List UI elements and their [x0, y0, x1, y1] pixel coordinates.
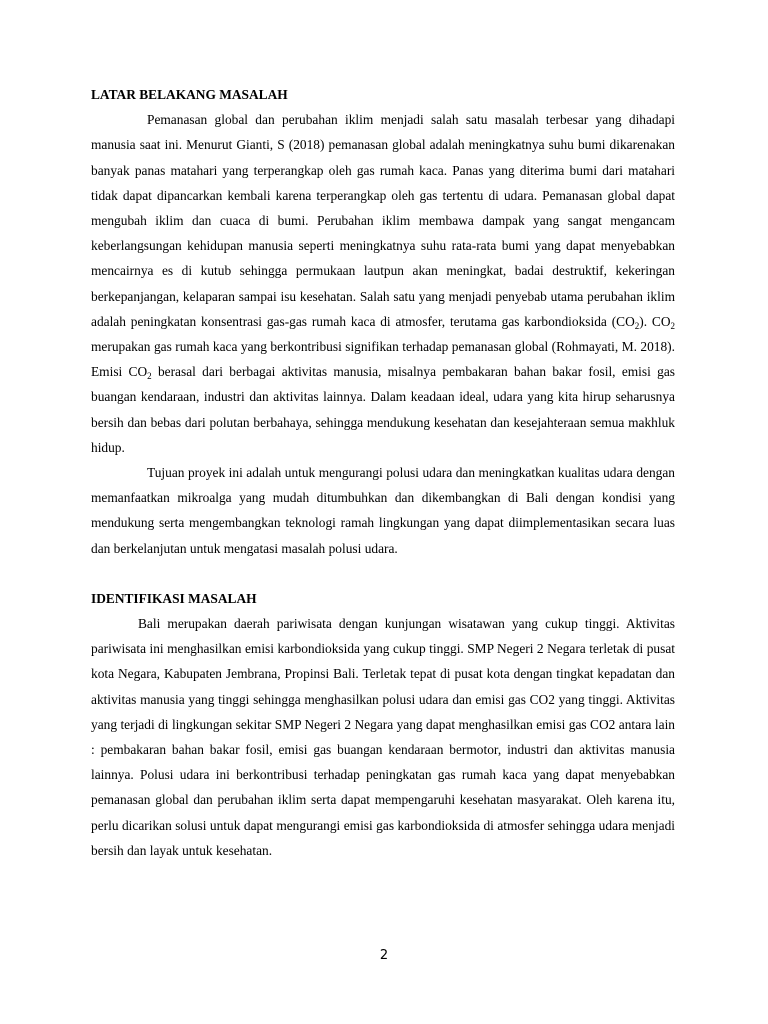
- section-heading-latar-belakang: LATAR BELAKANG MASALAH: [91, 87, 288, 102]
- paragraph-background-2: Tujuan proyek ini adalah untuk mengurangi polusi udara dan meningkatkan kualitas udara dengan memanfaatkan mikroalga yang mudah ditumbuhkan dan dikembangkan di Bali dengan kondisi yang mendukung serta mengembangkan teknologi ramah lingkungan yang dapat diimplementasikan secara luas dan berkelanjutan untuk mengatasi masalah polusi udara.: [91, 465, 675, 556]
- subscript: 2: [670, 320, 675, 331]
- paragraph-text: ). CO: [639, 313, 671, 329]
- section-gap: [91, 561, 675, 586]
- paragraph-text: Pemanasan global dan perubahan iklim menjadi salah satu masalah terbesar yang dihadapi manusia saat ini. Menurut Gianti, S (2018) pemanasan global adalah meningkatnya suhu bumi dikarenakan banyak panas matahari yang terperangkap oleh gas rumah kaca. Panas yang diterima bumi dari matahari tidak dapat dipancarkan kembali karena terperangkap oleh gas tertentu di udara. Pemanasan global dapat mengubah iklim dan cuaca di bumi. Perubahan iklim membawa dampak yang sangat mengancam keberlangsungan kehidupan manusia seperti meningkatnya suhu rata-rata bumi yang dapat menyebabkan mencairnya es di kutub sehingga permukaan lautpun akan meningkat, badai destruktif, kekeringan berkepanjangan, kelaparan sampai isu kesehatan. Salah satu yang menjadi penyebab utama perubahan iklim adalah peningkatan konsentrasi gas-gas rumah kaca di atmosfer, terutama gas karbondioksida (CO: [91, 112, 675, 329]
- paragraph-background-1: [91, 107, 675, 460]
- subscript: 2: [147, 371, 152, 382]
- page-content: [91, 82, 675, 863]
- subscript: 2: [634, 320, 640, 331]
- paragraph-text: merupakan gas rumah kaca yang berkontribusi signifikan terhadap pemanasan global (Rohmayati, M. 2018). Emisi CO: [91, 339, 675, 380]
- paragraph-text: berasal dari berbagai aktivitas manusia, misalnya pembakaran bahan bakar fosil, emisi gas buangan kendaraan, industri dan aktivitas lainnya. Dalam keadaan ideal, udara yang kita hirup seharusnya bersih dan bebas dari polutan berbahaya, sehingga mendukung kesehatan dan kesejahteraan semua makhluk hidup.: [91, 364, 675, 455]
- page-number: 2: [379, 948, 389, 963]
- section-heading-identifikasi: IDENTIFIKASI MASALAH: [91, 590, 257, 606]
- paragraph-identification-1: Bali merupakan daerah pariwisata dengan kunjungan wisatawan yang cukup tinggi. Aktivitas pariwisata ini menghasilkan emisi karbondioksida yang cukup tinggi. SMP Negeri 2 Negara terletak di pusat kota Negara, Kabupaten Jembrana, Propinsi Bali. Terletak tepat di pusat kota dengan tingkat kepadatan dan aktivitas manusia yang tinggi sehingga menghasilkan polusi udara dan emisi gas CO2 yang tinggi. Aktivitas yang terjadi di lingkungan sekitar SMP Negeri 2 Negara yang dapat menghasilkan emisi gas CO2 antara lain : pembakaran bahan bakar fosil, emisi gas buangan kendaraan bermotor, industri dan aktivitas manusia lainnya. Polusi udara ini berkontribusi terhadap peningkatan gas rumah kaca yang dapat menyebabkan pemanasan global dan perubahan iklim serta dapat mempengaruhi kesehatan masyarakat. Oleh karena itu, perlu dicarikan solusi untuk dapat mengurangi emisi gas karbondioksida di atmosfer sehingga udara menjadi bersih dan layak untuk kesehatan.: [91, 616, 675, 858]
